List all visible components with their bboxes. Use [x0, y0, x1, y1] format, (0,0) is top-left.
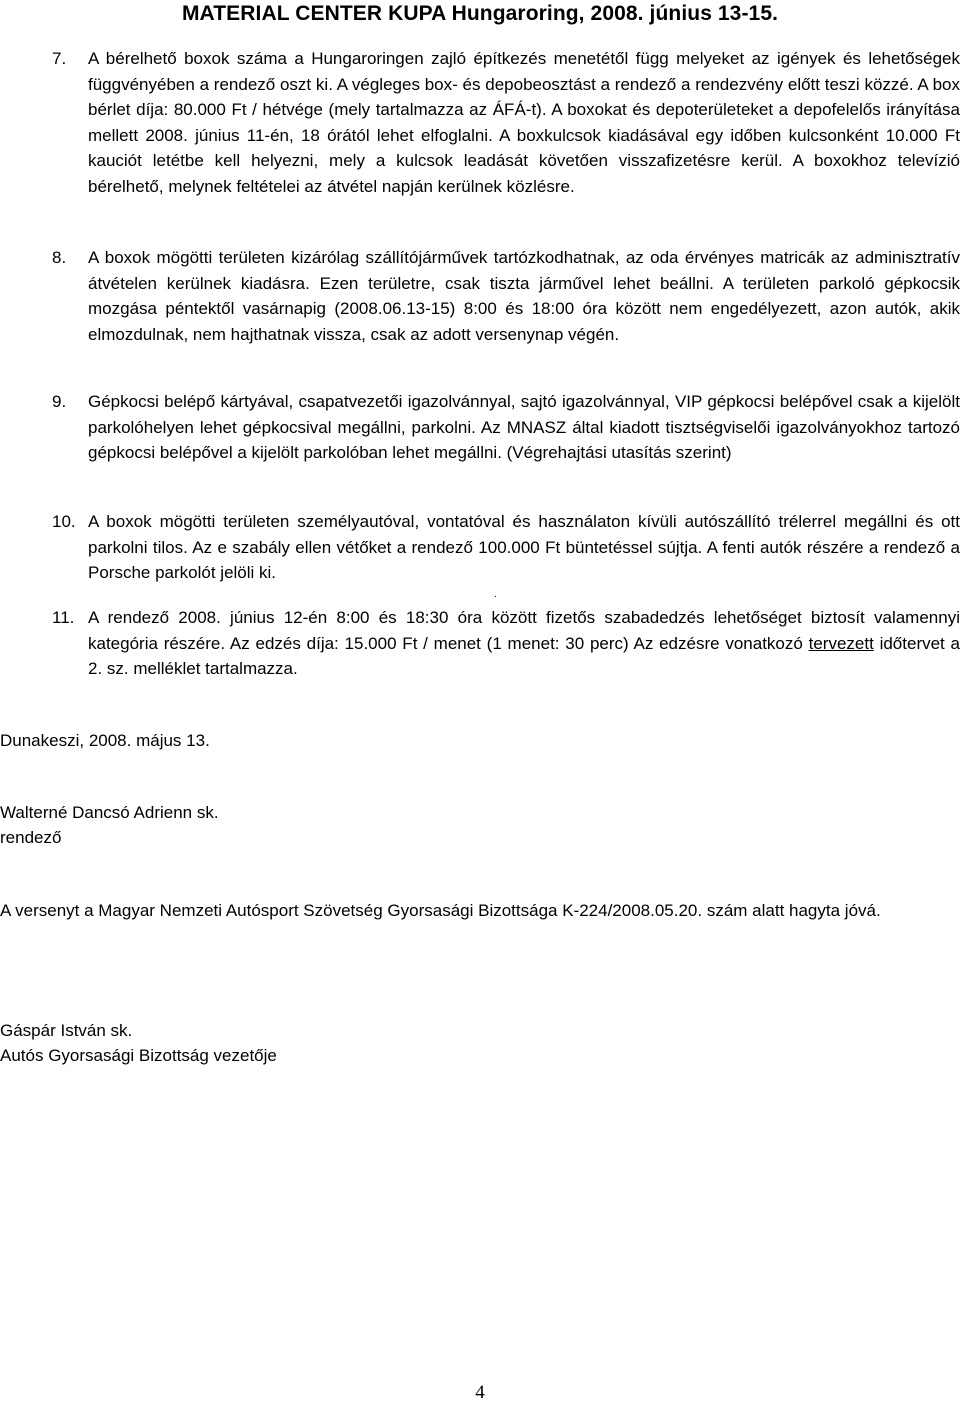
- organizer-role: rendező: [0, 828, 62, 847]
- item-number: 9.: [52, 392, 67, 411]
- committee-head-name: Gáspár István sk.: [0, 1021, 133, 1040]
- stray-mark: .: [494, 589, 497, 600]
- page-number: 4: [475, 1382, 485, 1403]
- item-number: 7.: [52, 49, 67, 68]
- item-text: A boxok mögötti területen személyautóval, vontatóval és használaton kívüli autószállító trélerrel megállni és ott parkolni tilos. Az e szabály ellen vétőket a rendező 100.000 Ft büntetéssel sújtja. A fenti autók részére a rendező a Porsche parkolót jelöli ki.: [88, 512, 960, 583]
- item-number: 8.: [52, 248, 67, 267]
- item-text: Gépkocsi belépő kártyával, csapatvezetői igazolvánnyal, sajtó igazolvánnyal, VIP gépkocsi belépővel csak a kijelölt parkolóhelyen lehet gépkocsival megállni, parkolni. Az MNASZ által kiadott tisztségviselői igazolványokhoz tartozó gépkocsi belépővel a kijelölt parkolóban lehet megállni. (Végrehajtási utasítás szerint): [88, 392, 960, 463]
- item-text-part1: A rendező 2008. június 12-én 8:00 és 18:30 óra között fizetős szabadedzés lehetőséget biztosít valamennyi kategória részére. Az edzés díja: 15.000 Ft / menet (1 menet: 30 perc) Az edzésre vonatkozó: [88, 608, 960, 653]
- item-text-part2: időtervet a 2. sz. melléklet tartalmazza.: [88, 633, 960, 679]
- item-text: A boxok mögötti területen kizárólag szállítójárművek tartózkodhatnak, az oda érvényes matricák az adminisztratív átvételen kerülnek kiadásra. Ezen területre, csak tiszta járművel lehet beállni. A területen parkoló gépkocsik mozgása péntektől vasárnapig (2008.06.13-15) 8:00 és 18:00 óra között nem engedélyezett, azon autók, akik elmozdulnak, nem hajthatnak vissza, csak az adott versenynap végén.: [88, 248, 960, 344]
- page-header-title: MATERIAL CENTER KUPA Hungaroring, 2008. június 13-15.: [181, 2, 779, 25]
- committee-head-role: Autós Gyorsasági Bizottság vezetője: [0, 1046, 277, 1065]
- item-number: 11.: [52, 608, 75, 627]
- place-date: Dunakeszi, 2008. május 13.: [0, 731, 210, 750]
- underlined-word: tervezett: [808, 633, 874, 653]
- approval-statement: A versenyt a Magyar Nemzeti Autósport Szövetség Gyorsasági Bizottsága K-224/2008.05.20. szám alatt hagyta jóvá.: [0, 901, 881, 920]
- item-text: A bérelhető boxok száma a Hungaroringen zajló építkezés menetétől függ melyeket az igények és lehetőségek függvényében a rendező oszt ki. A végleges box- és depobeosztást a rendező a rendezvény előtt teszi közzé. A box bérlet díja: 80.000 Ft / hétvége (mely tartalmazza az ÁFÁ-t). A boxokat és depoterületeket a depofelelős irányítása mellett 2008. június 11-én, 18 órától lehet elfoglalni. A boxkulcsok kiadásával egy időben kulcsonként 10.000 Ft kauciót letétbe kell helyezni, mely a kulcsok leadását követően visszafizetésre kerül. A boxokhoz televízió bérelhető, melynek feltételei az átvétel napján kerülnek közlésre.: [88, 49, 960, 196]
- item-text: [88, 605, 960, 682]
- organizer-name: Walterné Dancsó Adrienn sk.: [0, 803, 219, 822]
- item-number: 10.: [52, 512, 76, 531]
